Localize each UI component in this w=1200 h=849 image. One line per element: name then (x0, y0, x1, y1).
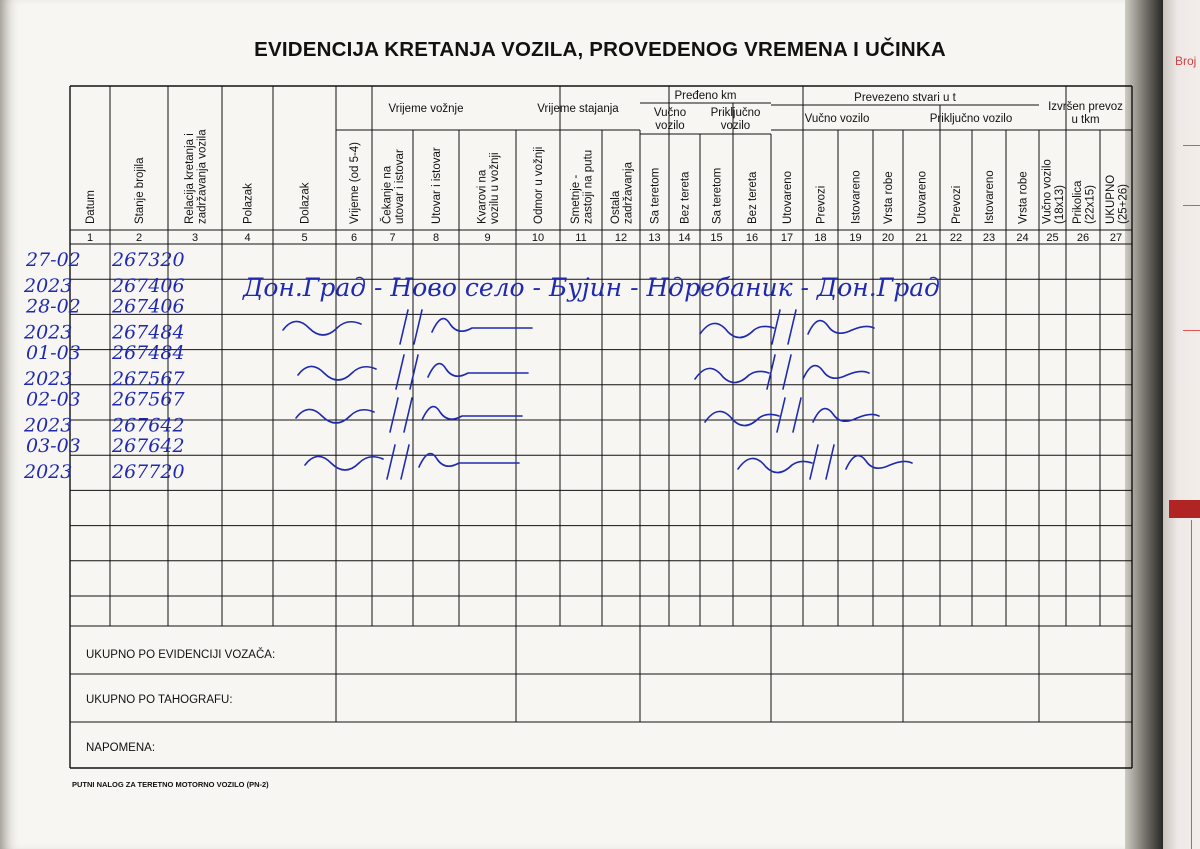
column-header-7 (380, 149, 406, 224)
summary-tahograf-label: UKUPNO PO TAHOGRAFU: (86, 694, 233, 706)
column-number: 16 (745, 232, 759, 244)
svg-text:Prevozi: Prevozi (951, 185, 963, 224)
group-header-vrijeme-voznje: Vrijeme vožnje (388, 103, 464, 115)
svg-text:(22x15): (22x15) (1084, 185, 1097, 224)
column-header-11 (570, 150, 595, 224)
column-header-8 (431, 147, 443, 224)
group-header-prikljucno-vozilo-2: Priključno vozilo (929, 113, 1013, 125)
column-header-26 (1072, 180, 1097, 224)
svg-text:Utovareno: Utovareno (782, 170, 794, 224)
svg-text:Vrijeme (od 5-4): Vrijeme (od 5-4) (349, 141, 361, 224)
handwritten-date-day: 03-03 (26, 435, 81, 457)
svg-text:Sa teretom: Sa teretom (649, 167, 662, 224)
column-header-21 (917, 171, 929, 224)
svg-text:Polazak: Polazak (242, 183, 255, 224)
column-number: 9 (484, 232, 491, 244)
column-header-24 (1018, 171, 1030, 224)
handwritten-entry (23, 435, 185, 483)
column-number: 21 (915, 232, 928, 244)
handwritten-date-day: 28-02 (26, 295, 81, 318)
svg-text:zadržavanja: zadržavanja (622, 161, 635, 224)
column-header-1 (85, 190, 97, 224)
handwritten-date-day: 02-03 (26, 388, 81, 411)
column-header-23 (984, 170, 996, 224)
column-number: 25 (1046, 232, 1059, 244)
column-number: 4 (244, 232, 251, 244)
column-header-3 (184, 129, 209, 224)
column-number: 13 (648, 232, 661, 244)
svg-text:zastoji na putu: zastoji na putu (582, 149, 595, 224)
column-number: 7 (389, 232, 396, 244)
column-number: 10 (531, 232, 545, 244)
group-header-vrijeme-stajanja: Vrijeme stajanja (537, 103, 619, 115)
column-number: 27 (1109, 232, 1123, 244)
column-number: 1 (86, 232, 94, 244)
column-header-12 (610, 161, 635, 224)
handwritten-reading-end: 267484 (112, 321, 185, 344)
svg-text:Prevozi: Prevozi (815, 185, 828, 224)
handwritten-route: Дон.Град - Ново село - Бујин - Ндребаник - Дон.Град (243, 273, 941, 302)
svg-text:Sa teretom: Sa teretom (711, 167, 724, 224)
svg-text:Istovareno: Istovareno (984, 170, 996, 224)
handwritten-date-year: 2023 (24, 321, 73, 344)
next-page-label: Broj (1175, 54, 1197, 68)
group-header-vucno-vozilo-2: Vučno vozilo (804, 113, 870, 125)
column-header-14 (680, 171, 692, 224)
handwritten-reading-end: 267720 (112, 461, 185, 483)
column-header-27 (1105, 175, 1130, 224)
table-grid (70, 86, 1132, 768)
ditto-mark (298, 355, 869, 389)
group-header-prikljucno-vozilo: Priključno (710, 107, 761, 119)
svg-text:Stanje brojila: Stanje brojila (134, 157, 146, 224)
handwritten-date-year: 2023 (24, 368, 73, 390)
group-header-prikljucno-vozilo: vozilo (720, 120, 751, 132)
column-number: 11 (575, 232, 587, 244)
svg-text:Utovar i istovar: Utovar i istovar (431, 147, 443, 224)
svg-text:Vrsta robe: Vrsta robe (883, 171, 895, 224)
svg-text:Istovareno: Istovareno (850, 170, 863, 224)
column-number: 2 (135, 232, 143, 244)
svg-text:Relacija kretanja i: Relacija kretanja i (183, 133, 196, 224)
group-headers (389, 90, 1124, 132)
column-number: 3 (191, 232, 199, 244)
column-header-13 (650, 168, 662, 224)
handwritten-reading-end: 267406 (112, 275, 185, 297)
handwritten-date-day: 01-03 (26, 342, 81, 364)
group-header-vucno-vozilo: Vučno (653, 107, 687, 119)
handwritten-reading-end: 267642 (112, 414, 185, 437)
svg-text:Bez tereta: Bez tereta (747, 171, 759, 224)
svg-text:Ostala: Ostala (609, 190, 622, 224)
svg-text:Bez tereta: Bez tereta (679, 171, 692, 224)
column-number: 14 (678, 232, 691, 244)
svg-text:vozilu u vožnji: vozilu u vožnji (488, 152, 501, 224)
column-headers (85, 129, 1129, 224)
svg-text:Prikolica: Prikolica (1071, 180, 1084, 224)
column-number: 22 (949, 232, 963, 244)
column-header-4 (243, 183, 255, 224)
handwritten-entry (23, 389, 185, 437)
column-header-17 (782, 171, 794, 224)
svg-text:Čekanje na: Čekanje na (381, 165, 394, 224)
svg-text:Dolazak: Dolazak (299, 182, 312, 224)
form-footer: PUTNI NALOG ZA TERETNO MOTORNO VOZILO (PN-2) (72, 780, 269, 789)
handwritten-reading-start: 267567 (112, 388, 185, 411)
svg-text:Utovareno: Utovareno (916, 170, 929, 224)
group-header-vucno-vozilo: vozilo (655, 120, 685, 132)
column-number: 12 (614, 232, 628, 244)
column-number: 24 (1016, 232, 1029, 244)
column-number: 17 (780, 232, 794, 244)
handwritten-reading-start: 267484 (112, 342, 185, 364)
svg-text:(25+26): (25+26) (1117, 184, 1130, 224)
handwritten-date-year: 2023 (24, 461, 73, 483)
column-numbers (87, 232, 1122, 244)
form-title: EVIDENCIJA KRETANJA VOZILA, PROVEDENOG VREMENA I UČINKA (254, 38, 946, 61)
handwritten-date-day: 27-02 (26, 249, 81, 271)
column-number: 19 (849, 232, 862, 244)
column-number: 5 (301, 232, 308, 244)
column-header-18 (816, 186, 828, 224)
svg-text:utovar i istovar: utovar i istovar (393, 149, 406, 224)
column-number: 26 (1076, 232, 1090, 244)
svg-text:Vrsta robe: Vrsta robe (1017, 171, 1030, 224)
column-header-6 (349, 142, 361, 224)
column-header-5 (300, 182, 312, 224)
column-number: 8 (432, 232, 440, 244)
column-header-15 (712, 168, 724, 224)
handwritten-date-year: 2023 (24, 414, 73, 437)
handwritten-date-year: 2023 (24, 275, 73, 297)
column-header-10 (533, 147, 545, 224)
group-header-predeno-km: Pređeno km (674, 90, 737, 102)
handwritten-reading-end: 267567 (112, 368, 185, 390)
summary-evidencija-label: UKUPNO PO EVIDENCIJI VOZAČA: (86, 649, 276, 661)
group-header-izvrsen-prevoz: u tkm (1071, 114, 1100, 126)
column-header-20 (883, 171, 895, 224)
handwritten-reading-start: 267320 (112, 249, 185, 271)
column-header-25 (1041, 159, 1066, 224)
column-number: 23 (982, 232, 996, 244)
svg-text:UKUPNO: UKUPNO (1104, 174, 1117, 224)
summary-rows (86, 648, 275, 754)
column-header-22 (951, 186, 963, 224)
ditto-mark (296, 398, 879, 432)
group-header-prevezeno: Prevezeno stvari u t (854, 92, 956, 104)
svg-text:Vučno vozilo: Vučno vozilo (1041, 159, 1054, 224)
column-number: 20 (881, 232, 895, 244)
column-header-2 (134, 157, 146, 224)
svg-text:(18x13): (18x13) (1053, 185, 1066, 224)
handwritten-reading-start: 267642 (112, 435, 185, 457)
column-header-9 (476, 152, 501, 224)
napomena-label: NAPOMENA: (86, 742, 156, 754)
column-number: 18 (814, 232, 827, 244)
svg-text:Smetnje -: Smetnje - (569, 174, 582, 224)
svg-text:zadržavanja vozila: zadržavanja vozila (196, 129, 209, 224)
column-number: 6 (350, 232, 358, 244)
column-header-16 (747, 171, 759, 224)
svg-text:Datum: Datum (85, 190, 97, 224)
group-header-izvrsen-prevoz: Izvršen prevoz (1048, 101, 1123, 113)
svg-text:Kvarovi na: Kvarovi na (476, 169, 489, 224)
ditto-mark (305, 445, 912, 479)
handwriting (23, 249, 940, 483)
handwritten-reading-start: 267406 (112, 295, 185, 318)
column-header-19 (851, 170, 863, 224)
svg-text:Odmor u vožnji: Odmor u vožnji (533, 146, 545, 224)
handwritten-entry (23, 249, 185, 297)
column-number: 15 (710, 232, 723, 244)
handwritten-entry (23, 296, 185, 344)
